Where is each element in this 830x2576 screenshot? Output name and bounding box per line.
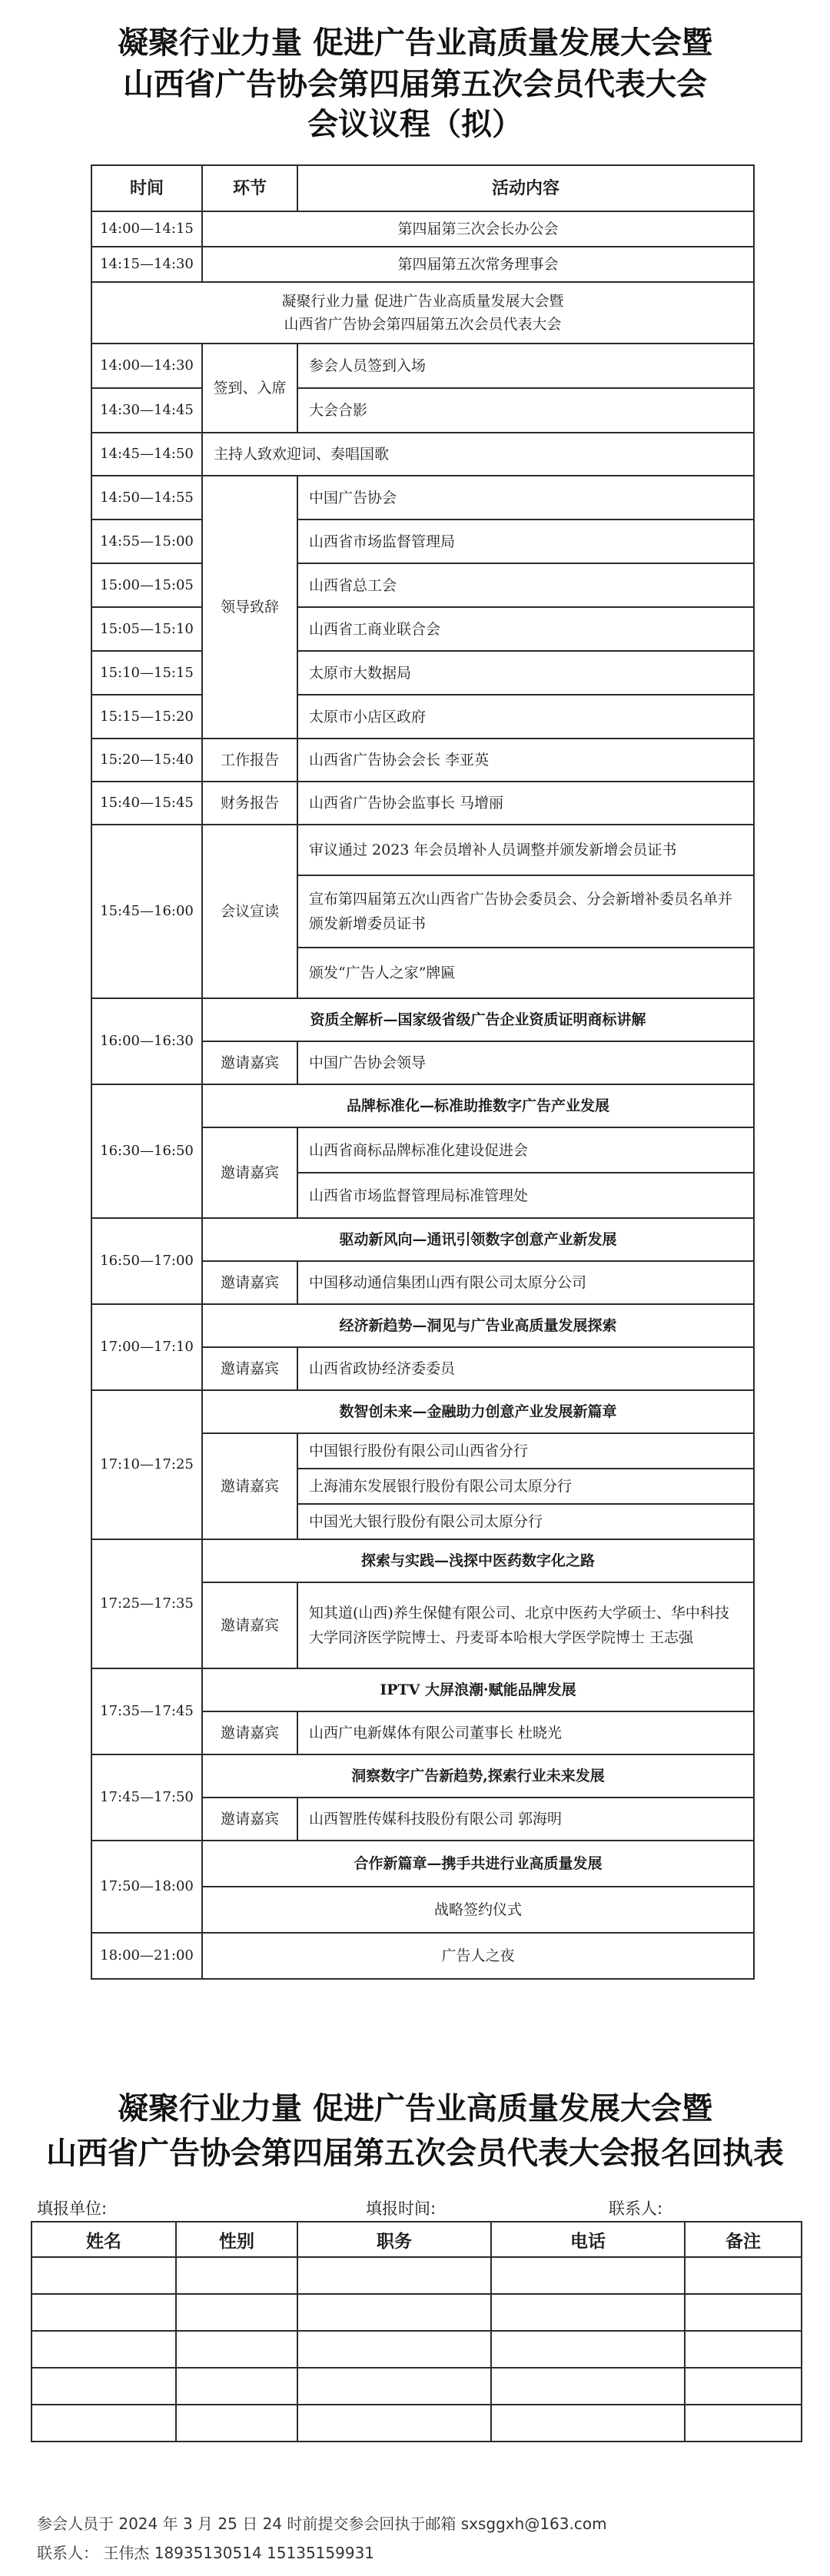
row-time: 17:00—17:10 bbox=[91, 1304, 202, 1390]
row-content: 主持人致欢迎词、奏唱国歌 bbox=[202, 433, 754, 476]
header-segment: 环节 bbox=[202, 165, 297, 211]
cell-phone[interactable] bbox=[491, 2294, 685, 2331]
row-segment: 邀请嘉宾 bbox=[202, 1711, 297, 1754]
cell-remark[interactable] bbox=[685, 2405, 802, 2442]
fill-time-label: 填报时间: bbox=[366, 2199, 437, 2218]
row-time: 15:15—15:20 bbox=[91, 695, 202, 739]
row-segment: 邀请嘉宾 bbox=[202, 1127, 297, 1218]
row-content: 宣布第四届第五次山西省广告协会委员会、分会新增补委员名单并颁发新增委员证书 bbox=[297, 875, 754, 948]
row-time: 14:30—14:45 bbox=[91, 388, 202, 433]
table-row bbox=[91, 247, 754, 282]
row-time: 17:35—17:45 bbox=[91, 1668, 202, 1754]
row-content: 太原市大数据局 bbox=[297, 651, 754, 695]
row-content: 山西省工商业联合会 bbox=[297, 607, 754, 651]
header-content: 活动内容 bbox=[297, 165, 754, 211]
cell-name[interactable] bbox=[32, 2294, 176, 2331]
cell-gender[interactable] bbox=[176, 2257, 297, 2294]
submission-note: 参会人员于 2024 年 3 月 25 日 24 时前提交参会回执于邮箱 sxsggxh@163.com bbox=[37, 2515, 607, 2533]
cell-position[interactable] bbox=[297, 2257, 491, 2294]
contact-info: 联系人： 王伟杰 18935130514 15135159931 bbox=[37, 2544, 375, 2562]
table-row bbox=[91, 739, 754, 782]
row-content: 中国银行股份有限公司山西省分行 bbox=[297, 1433, 754, 1469]
table-row bbox=[91, 1218, 754, 1261]
row-topic: 数智创未来—金融助力创意产业发展新篇章 bbox=[202, 1390, 754, 1433]
row-content: 审议通过 2023 年会员增补人员调整并颁发新增会员证书 bbox=[297, 825, 754, 875]
row-topic: 探索与实践—浅探中医药数字化之路 bbox=[202, 1539, 754, 1582]
row-time: 16:00—16:30 bbox=[91, 998, 202, 1084]
agenda-title-line2: 山西省广告协会第四届第五次会员代表大会 bbox=[123, 66, 707, 102]
row-time: 18:00—21:00 bbox=[91, 1933, 202, 1979]
table-row bbox=[91, 1390, 754, 1433]
cell-phone[interactable] bbox=[491, 2405, 685, 2442]
row-content: 山西省广告协会监事长 马增丽 bbox=[297, 782, 754, 825]
row-segment: 会议宣读 bbox=[202, 825, 297, 998]
row-time: 17:10—17:25 bbox=[91, 1390, 202, 1539]
agenda-table bbox=[91, 164, 755, 1980]
cell-remark[interactable] bbox=[685, 2368, 802, 2405]
row-topic: 品牌标准化—标准助推数字广告产业发展 bbox=[202, 1084, 754, 1127]
row-time: 15:20—15:40 bbox=[91, 739, 202, 782]
row-content: 山西省政协经济委委员 bbox=[297, 1347, 754, 1390]
row-segment: 领导致辞 bbox=[202, 476, 297, 739]
row-segment: 邀请嘉宾 bbox=[202, 1798, 297, 1841]
table-row bbox=[91, 1084, 754, 1127]
cell-remark[interactable] bbox=[685, 2294, 802, 2331]
agenda-title-line1: 凝聚行业力量 促进广告业高质量发展大会暨 bbox=[118, 25, 712, 61]
cell-gender[interactable] bbox=[176, 2368, 297, 2405]
row-segment: 邀请嘉宾 bbox=[202, 1433, 297, 1539]
table-row bbox=[91, 607, 754, 651]
row-content: 广告人之夜 bbox=[202, 1933, 754, 1979]
table-row bbox=[91, 388, 754, 433]
row-content: 山西省总工会 bbox=[297, 563, 754, 607]
row-content: 参会人员签到入场 bbox=[297, 344, 754, 388]
cell-name[interactable] bbox=[32, 2331, 176, 2368]
row-time: 14:15—14:30 bbox=[91, 247, 202, 282]
cell-phone[interactable] bbox=[491, 2257, 685, 2294]
row-time: 15:05—15:10 bbox=[91, 607, 202, 651]
row-time: 14:50—14:55 bbox=[91, 476, 202, 520]
row-topic: IPTV 大屏浪潮·赋能品牌发展 bbox=[202, 1668, 754, 1711]
table-row bbox=[91, 825, 754, 875]
table-row bbox=[91, 1668, 754, 1711]
row-content: 大会合影 bbox=[297, 388, 754, 433]
row-content: 中国移动通信集团山西有限公司太原分公司 bbox=[297, 1261, 754, 1304]
row-content: 山西广电新媒体有限公司董事长 杜晓光 bbox=[297, 1711, 754, 1754]
table-row bbox=[91, 1841, 754, 1887]
registration-table bbox=[31, 2221, 802, 2442]
row-segment: 邀请嘉宾 bbox=[202, 1582, 297, 1668]
col-position: 职务 bbox=[297, 2222, 491, 2257]
row-topic: 合作新篇章—携手共进行业高质量发展 bbox=[202, 1841, 754, 1887]
registration-row[interactable] bbox=[32, 2405, 802, 2442]
table-row bbox=[91, 651, 754, 695]
table-row bbox=[91, 433, 754, 476]
row-content: 中国光大银行股份有限公司太原分行 bbox=[297, 1504, 754, 1539]
col-remark: 备注 bbox=[685, 2222, 802, 2257]
row-time: 15:00—15:05 bbox=[91, 563, 202, 607]
table-row bbox=[91, 695, 754, 739]
row-time: 17:50—18:00 bbox=[91, 1841, 202, 1933]
table-row bbox=[91, 1304, 754, 1347]
row-content: 第四届第三次会长办公会 bbox=[202, 211, 754, 247]
registration-row[interactable] bbox=[32, 2331, 802, 2368]
cell-name[interactable] bbox=[32, 2405, 176, 2442]
table-row bbox=[91, 520, 754, 563]
row-segment: 工作报告 bbox=[202, 739, 297, 782]
cell-name[interactable] bbox=[32, 2257, 176, 2294]
cell-phone[interactable] bbox=[491, 2368, 685, 2405]
row-time: 15:10—15:15 bbox=[91, 651, 202, 695]
agenda-header-row bbox=[91, 165, 754, 211]
row-content: 中国广告协会领导 bbox=[297, 1041, 754, 1084]
col-name: 姓名 bbox=[32, 2222, 176, 2257]
banner-line2: 山西省广告协会第四届第五次会员代表大会 bbox=[284, 316, 562, 333]
fill-unit-label: 填报单位: bbox=[37, 2199, 108, 2218]
registration-row[interactable] bbox=[32, 2257, 802, 2294]
table-row bbox=[91, 1933, 754, 1979]
row-content: 中国广告协会 bbox=[297, 476, 754, 520]
row-content: 山西省市场监督管理局 bbox=[297, 520, 754, 563]
row-time: 16:30—16:50 bbox=[91, 1084, 202, 1218]
col-phone: 电话 bbox=[491, 2222, 685, 2257]
agenda-title-line3: 会议议程（拟） bbox=[307, 106, 523, 142]
row-content: 知其道(山西)养生保健有限公司、北京中医药大学硕士、华中科技大学同济医学院博士、丹麦哥本哈根大学医学院博士 王志强 bbox=[297, 1582, 754, 1668]
row-segment: 财务报告 bbox=[202, 782, 297, 825]
cell-remark[interactable] bbox=[685, 2257, 802, 2294]
table-row bbox=[91, 998, 754, 1041]
row-segment: 邀请嘉宾 bbox=[202, 1347, 297, 1390]
row-time: 14:00—14:30 bbox=[91, 344, 202, 388]
cell-position[interactable] bbox=[297, 2294, 491, 2331]
row-segment: 邀请嘉宾 bbox=[202, 1261, 297, 1304]
row-time: 15:40—15:45 bbox=[91, 782, 202, 825]
section-banner bbox=[91, 282, 754, 344]
cell-phone[interactable] bbox=[491, 2331, 685, 2368]
row-content: 第四届第五次常务理事会 bbox=[202, 247, 754, 282]
row-time: 17:25—17:35 bbox=[91, 1539, 202, 1668]
registration-row[interactable] bbox=[32, 2368, 802, 2405]
row-topic: 洞察数字广告新趋势,探索行业未来发展 bbox=[202, 1754, 754, 1798]
cell-name[interactable] bbox=[32, 2368, 176, 2405]
row-content: 战略签约仪式 bbox=[202, 1887, 754, 1933]
col-gender: 性别 bbox=[176, 2222, 297, 2257]
table-row bbox=[91, 211, 754, 247]
table-row bbox=[91, 344, 754, 388]
registration-row[interactable] bbox=[32, 2294, 802, 2331]
registration-header-row bbox=[32, 2222, 802, 2257]
table-row bbox=[91, 782, 754, 825]
header-time: 时间 bbox=[91, 165, 202, 211]
row-content: 山西智胜传媒科技股份有限公司 郭海明 bbox=[297, 1798, 754, 1841]
table-row bbox=[91, 563, 754, 607]
cell-position[interactable] bbox=[297, 2331, 491, 2368]
row-time: 16:50—17:00 bbox=[91, 1218, 202, 1304]
row-content: 山西省市场监督管理局标准管理处 bbox=[297, 1173, 754, 1218]
cell-gender[interactable] bbox=[176, 2331, 297, 2368]
row-segment: 邀请嘉宾 bbox=[202, 1041, 297, 1084]
row-time: 17:45—17:50 bbox=[91, 1754, 202, 1841]
table-row bbox=[91, 1539, 754, 1582]
cell-remark[interactable] bbox=[685, 2331, 802, 2368]
row-content: 上海浦东发展银行股份有限公司太原分行 bbox=[297, 1469, 754, 1504]
cell-gender[interactable] bbox=[176, 2405, 297, 2442]
contact-label: 联系人: bbox=[609, 2199, 663, 2218]
banner-line1: 凝聚行业力量 促进广告业高质量发展大会暨 bbox=[281, 293, 564, 310]
table-row bbox=[91, 1754, 754, 1798]
registration-title-line2: 山西省广告协会第四届第五次会员代表大会报名回执表 bbox=[46, 2135, 784, 2171]
row-content: 颁发“广告人之家”牌匾 bbox=[297, 948, 754, 998]
row-content: 山西省商标品牌标准化建设促进会 bbox=[297, 1127, 754, 1173]
row-topic: 资质全解析—国家级省级广告企业资质证明商标讲解 bbox=[202, 998, 754, 1041]
cell-gender[interactable] bbox=[176, 2294, 297, 2331]
row-segment: 签到、入席 bbox=[202, 344, 297, 433]
section-banner-row bbox=[91, 282, 754, 344]
registration-title-line1: 凝聚行业力量 促进广告业高质量发展大会暨 bbox=[118, 2090, 712, 2126]
row-time: 15:45—16:00 bbox=[91, 825, 202, 998]
row-time: 14:00—14:15 bbox=[91, 211, 202, 247]
row-time: 14:55—15:00 bbox=[91, 520, 202, 563]
row-topic: 驱动新风向—通讯引领数字创意产业新发展 bbox=[202, 1218, 754, 1261]
row-content: 山西省广告协会会长 李亚英 bbox=[297, 739, 754, 782]
cell-position[interactable] bbox=[297, 2368, 491, 2405]
row-topic: 经济新趋势—洞见与广告业高质量发展探索 bbox=[202, 1304, 754, 1347]
table-row bbox=[91, 476, 754, 520]
row-content: 太原市小店区政府 bbox=[297, 695, 754, 739]
row-time: 14:45—14:50 bbox=[91, 433, 202, 476]
cell-position[interactable] bbox=[297, 2405, 491, 2442]
